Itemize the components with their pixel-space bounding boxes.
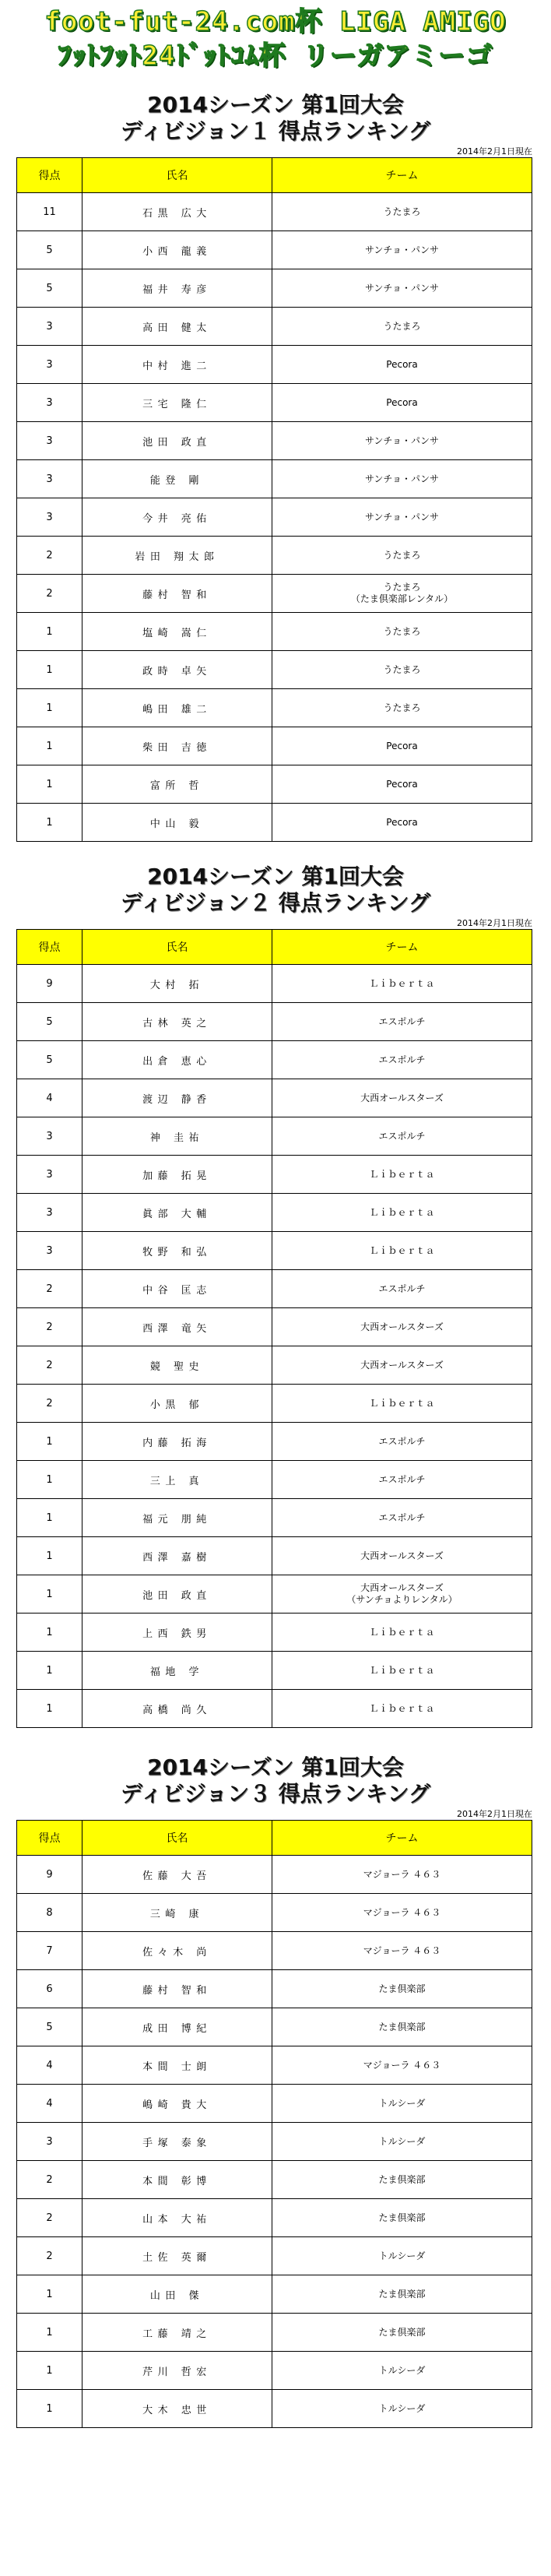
team-cell: うたまろ: [272, 651, 532, 689]
player-name-cell: 眞部 大輔: [82, 1194, 272, 1232]
points-cell: 5: [17, 2008, 82, 2046]
points-cell: 5: [17, 269, 82, 308]
points-cell: 2: [17, 537, 82, 575]
header-points: 得点: [17, 158, 82, 193]
team-cell: Pecora: [272, 346, 532, 384]
table-row: [17, 2237, 532, 2275]
team-cell: Pecora: [272, 765, 532, 804]
player-name-cell: 本間 士朗: [82, 2046, 272, 2085]
header-points: 得点: [17, 930, 82, 965]
table-row: [17, 2161, 532, 2199]
table-row: [17, 384, 532, 422]
points-cell: 2: [17, 575, 82, 613]
team-cell: サンチョ・パンサ: [272, 498, 532, 537]
site-banner: [0, 0, 551, 92]
player-name-cell: 競 聖史: [82, 1346, 272, 1385]
player-name-cell: 中谷 匡志: [82, 1270, 272, 1308]
table-row: [17, 1575, 532, 1614]
table-row: [17, 269, 532, 308]
table-row: [17, 1194, 532, 1232]
player-name-cell: 土佐 英爾: [82, 2237, 272, 2275]
player-name-cell: 古林 英之: [82, 1003, 272, 1041]
points-cell: 1: [17, 2352, 82, 2390]
points-cell: 3: [17, 498, 82, 537]
player-name-cell: 内藤 拓海: [82, 1423, 272, 1461]
table-row: [17, 537, 532, 575]
table-row: [17, 1003, 532, 1041]
points-cell: 1: [17, 651, 82, 689]
team-cell: エスポルチ: [272, 1499, 532, 1537]
points-cell: 9: [17, 1856, 82, 1894]
division-3-rows: [17, 1856, 532, 2428]
player-name-cell: 渡辺 静香: [82, 1079, 272, 1117]
player-name-cell: 能登 剛: [82, 460, 272, 498]
table-row: [17, 2390, 532, 2428]
division-1-title-line1: 2014シーズン 第1回大会: [147, 92, 404, 118]
table-row: [17, 965, 532, 1003]
team-cell: Ｌｉｂｅｒｔａ: [272, 1614, 532, 1652]
player-name-cell: 佐藤 大吾: [82, 1856, 272, 1894]
team-cell: うたまろ: [272, 193, 532, 231]
player-name-cell: 三宅 隆仁: [82, 384, 272, 422]
team-cell: トルシーダ: [272, 2237, 532, 2275]
points-cell: 3: [17, 1194, 82, 1232]
table-row: [17, 422, 532, 460]
team-cell: サンチョ・パンサ: [272, 422, 532, 460]
points-cell: 1: [17, 1614, 82, 1652]
table-row: [17, 2275, 532, 2314]
player-name-cell: 大村 拓: [82, 965, 272, 1003]
player-name-cell: 藤村 智和: [82, 575, 272, 613]
table-row: [17, 1652, 532, 1690]
division-2-title-line1: 2014シーズン 第1回大会: [147, 864, 404, 889]
player-name-cell: 嶋田 雄二: [82, 689, 272, 727]
table-row: [17, 193, 532, 231]
banner-title-kana: ﾌｯﾄﾌｯﾄ24ﾄﾞｯﾄｺﾑ杯 リーガアミーゴ: [58, 40, 493, 72]
team-cell: うたまろ: [272, 613, 532, 651]
team-cell: Pecora: [272, 804, 532, 842]
table-row: [17, 2123, 532, 2161]
points-cell: 1: [17, 2314, 82, 2352]
table-row: [17, 613, 532, 651]
points-cell: 2: [17, 1270, 82, 1308]
points-cell: 3: [17, 384, 82, 422]
team-cell: サンチョ・パンサ: [272, 460, 532, 498]
division-2-section: [0, 864, 551, 1728]
points-cell: 9: [17, 965, 82, 1003]
player-name-cell: 石黒 広大: [82, 193, 272, 231]
points-cell: 1: [17, 727, 82, 765]
table-row: [17, 1270, 532, 1308]
points-cell: 3: [17, 1156, 82, 1194]
team-cell: 大西オールスターズ （サンチョよりレンタル）: [272, 1575, 532, 1614]
team-cell: うたまろ: [272, 689, 532, 727]
table-row: [17, 1970, 532, 2008]
points-cell: 4: [17, 2085, 82, 2123]
player-name-cell: 本間 彰博: [82, 2161, 272, 2199]
division-1-section: [0, 92, 551, 842]
team-cell: エスポルチ: [272, 1003, 532, 1041]
table-row: [17, 689, 532, 727]
team-cell: エスポルチ: [272, 1270, 532, 1308]
table-row: [17, 804, 532, 842]
player-name-cell: 山本 大祐: [82, 2199, 272, 2237]
player-name-cell: 池田 政直: [82, 422, 272, 460]
team-cell: Ｌｉｂｅｒｔａ: [272, 1690, 532, 1728]
team-cell: うたまろ （たま倶楽部レンタル）: [272, 575, 532, 613]
points-cell: 1: [17, 1461, 82, 1499]
player-name-cell: 工藤 靖之: [82, 2314, 272, 2352]
division-3-section: [0, 1754, 551, 2428]
team-cell: たま倶楽部: [272, 2161, 532, 2199]
player-name-cell: 塩崎 嵩仁: [82, 613, 272, 651]
team-cell: Ｌｉｂｅｒｔａ: [272, 1652, 532, 1690]
table-row: [17, 2046, 532, 2085]
points-cell: 1: [17, 765, 82, 804]
player-name-cell: 岩田 翔太郎: [82, 537, 272, 575]
table-header-row: [17, 158, 532, 193]
team-cell: マジョーラ ４６３: [272, 1932, 532, 1970]
table-row: [17, 308, 532, 346]
team-cell: うたまろ: [272, 537, 532, 575]
table-row: [17, 1614, 532, 1652]
table-row: [17, 651, 532, 689]
team-cell: たま倶楽部: [272, 2314, 532, 2352]
player-name-cell: 西澤 竜矢: [82, 1308, 272, 1346]
team-cell: たま倶楽部: [272, 2275, 532, 2314]
player-name-cell: 手塚 泰象: [82, 2123, 272, 2161]
table-row: [17, 1308, 532, 1346]
header-name: 氏名: [82, 1821, 272, 1856]
division-2-ranking-table: [16, 929, 532, 1728]
table-row: [17, 1385, 532, 1423]
division-1-as-of-date: 2014年2月1日現在: [457, 146, 532, 157]
header-team: チーム: [272, 158, 532, 193]
player-name-cell: 三崎 康: [82, 1894, 272, 1932]
player-name-cell: 柴田 吉徳: [82, 727, 272, 765]
points-cell: 1: [17, 804, 82, 842]
division-3-as-of-date: 2014年2月1日現在: [457, 1809, 532, 1819]
player-name-cell: 高橋 尚久: [82, 1690, 272, 1728]
player-name-cell: 中村 進二: [82, 346, 272, 384]
points-cell: 3: [17, 460, 82, 498]
points-cell: 3: [17, 422, 82, 460]
table-row: [17, 1156, 532, 1194]
player-name-cell: 山田 傑: [82, 2275, 272, 2314]
points-cell: 3: [17, 346, 82, 384]
table-row: [17, 2008, 532, 2046]
player-name-cell: 三上 真: [82, 1461, 272, 1499]
division-1-rows: [17, 193, 532, 842]
division-1-ranking-table: [16, 157, 532, 842]
points-cell: 2: [17, 2237, 82, 2275]
table-row: [17, 460, 532, 498]
points-cell: 1: [17, 613, 82, 651]
points-cell: 7: [17, 1932, 82, 1970]
table-row: [17, 2085, 532, 2123]
team-cell: サンチョ・パンサ: [272, 231, 532, 269]
table-row: [17, 727, 532, 765]
table-row: [17, 1499, 532, 1537]
table-row: [17, 498, 532, 537]
player-name-cell: 嶋崎 貴大: [82, 2085, 272, 2123]
team-cell: Ｌｉｂｅｒｔａ: [272, 1194, 532, 1232]
points-cell: 5: [17, 231, 82, 269]
player-name-cell: 高田 健太: [82, 308, 272, 346]
table-header-row: [17, 930, 532, 965]
points-cell: 3: [17, 2123, 82, 2161]
team-cell: うたまろ: [272, 308, 532, 346]
team-cell: 大西オールスターズ: [272, 1079, 532, 1117]
table-row: [17, 575, 532, 613]
player-name-cell: 小黒 郁: [82, 1385, 272, 1423]
points-cell: 8: [17, 1894, 82, 1932]
table-row: [17, 346, 532, 384]
header-team: チーム: [272, 930, 532, 965]
points-cell: 6: [17, 1970, 82, 2008]
team-cell: エスポルチ: [272, 1041, 532, 1079]
points-cell: 1: [17, 689, 82, 727]
player-name-cell: 加藤 拓晃: [82, 1156, 272, 1194]
team-cell: マジョーラ ４６３: [272, 1856, 532, 1894]
division-3-title-line1: 2014シーズン 第1回大会: [147, 1754, 404, 1780]
division-2-title-line2: ディビジョン２ 得点ランキング: [120, 890, 431, 916]
header-team: チーム: [272, 1821, 532, 1856]
team-cell: Pecora: [272, 727, 532, 765]
table-row: [17, 231, 532, 269]
table-row: [17, 1856, 532, 1894]
header-name: 氏名: [82, 158, 272, 193]
division-2-rows: [17, 965, 532, 1728]
team-cell: たま倶楽部: [272, 2199, 532, 2237]
points-cell: 3: [17, 1232, 82, 1270]
points-cell: 4: [17, 2046, 82, 2085]
table-header-row: [17, 1821, 532, 1856]
points-cell: 4: [17, 1079, 82, 1117]
team-cell: Ｌｉｂｅｒｔａ: [272, 1232, 532, 1270]
team-cell: サンチョ・パンサ: [272, 269, 532, 308]
points-cell: 3: [17, 1117, 82, 1156]
table-row: [17, 1423, 532, 1461]
table-row: [17, 1894, 532, 1932]
table-row: [17, 1117, 532, 1156]
player-name-cell: 中山 毅: [82, 804, 272, 842]
table-row: [17, 1079, 532, 1117]
player-name-cell: 富所 哲: [82, 765, 272, 804]
points-cell: 5: [17, 1003, 82, 1041]
table-row: [17, 2199, 532, 2237]
points-cell: 1: [17, 1652, 82, 1690]
player-name-cell: 神 圭祐: [82, 1117, 272, 1156]
player-name-cell: 牧野 和弘: [82, 1232, 272, 1270]
player-name-cell: 福地 学: [82, 1652, 272, 1690]
team-cell: Ｌｉｂｅｒｔａ: [272, 1156, 532, 1194]
header-name: 氏名: [82, 930, 272, 965]
table-row: [17, 1346, 532, 1385]
team-cell: たま倶楽部: [272, 2008, 532, 2046]
division-1-title-line2: ディビジョン１ 得点ランキング: [120, 118, 431, 144]
player-name-cell: 小西 龍義: [82, 231, 272, 269]
points-cell: 2: [17, 2161, 82, 2199]
points-cell: 1: [17, 2390, 82, 2428]
table-row: [17, 2352, 532, 2390]
team-cell: トルシーダ: [272, 2085, 532, 2123]
points-cell: 2: [17, 1346, 82, 1385]
table-row: [17, 1461, 532, 1499]
banner-title-roman: foot-fut-24.com杯 LIGA AMIGO: [44, 6, 507, 37]
table-row: [17, 1932, 532, 1970]
player-name-cell: 藤村 智和: [82, 1970, 272, 2008]
player-name-cell: 西澤 嘉樹: [82, 1537, 272, 1575]
table-row: [17, 765, 532, 804]
points-cell: 11: [17, 193, 82, 231]
points-cell: 1: [17, 1499, 82, 1537]
team-cell: トルシーダ: [272, 2352, 532, 2390]
player-name-cell: 今井 亮佑: [82, 498, 272, 537]
points-cell: 2: [17, 1308, 82, 1346]
division-3-ranking-table: [16, 1820, 532, 2428]
team-cell: 大西オールスターズ: [272, 1537, 532, 1575]
player-name-cell: 池田 政直: [82, 1575, 272, 1614]
team-cell: Pecora: [272, 384, 532, 422]
table-row: [17, 1537, 532, 1575]
player-name-cell: 成田 博紀: [82, 2008, 272, 2046]
player-name-cell: 出倉 恵心: [82, 1041, 272, 1079]
team-cell: トルシーダ: [272, 2390, 532, 2428]
points-cell: 1: [17, 1575, 82, 1614]
team-cell: マジョーラ ４６３: [272, 2046, 532, 2085]
division-3-title-line2: ディビジョン３ 得点ランキング: [120, 1781, 431, 1807]
player-name-cell: 佐々木 尚: [82, 1932, 272, 1970]
points-cell: 1: [17, 1537, 82, 1575]
team-cell: エスポルチ: [272, 1461, 532, 1499]
team-cell: Ｌｉｂｅｒｔａ: [272, 965, 532, 1003]
team-cell: エスポルチ: [272, 1117, 532, 1156]
points-cell: 2: [17, 1385, 82, 1423]
table-row: [17, 1690, 532, 1728]
player-name-cell: 政時 卓矢: [82, 651, 272, 689]
team-cell: マジョーラ ４６３: [272, 1894, 532, 1932]
team-cell: Ｌｉｂｅｒｔａ: [272, 1385, 532, 1423]
header-points: 得点: [17, 1821, 82, 1856]
team-cell: 大西オールスターズ: [272, 1346, 532, 1385]
table-row: [17, 2314, 532, 2352]
player-name-cell: 上西 鉄男: [82, 1614, 272, 1652]
points-cell: 5: [17, 1041, 82, 1079]
team-cell: トルシーダ: [272, 2123, 532, 2161]
team-cell: 大西オールスターズ: [272, 1308, 532, 1346]
points-cell: 3: [17, 308, 82, 346]
points-cell: 1: [17, 1423, 82, 1461]
table-row: [17, 1232, 532, 1270]
points-cell: 1: [17, 2275, 82, 2314]
team-cell: たま倶楽部: [272, 1970, 532, 2008]
table-row: [17, 1041, 532, 1079]
player-name-cell: 芹川 哲宏: [82, 2352, 272, 2390]
division-2-as-of-date: 2014年2月1日現在: [457, 918, 532, 928]
team-cell: エスポルチ: [272, 1423, 532, 1461]
points-cell: 1: [17, 1690, 82, 1728]
points-cell: 2: [17, 2199, 82, 2237]
player-name-cell: 大木 忠世: [82, 2390, 272, 2428]
player-name-cell: 福元 朋純: [82, 1499, 272, 1537]
player-name-cell: 福井 寿彦: [82, 269, 272, 308]
